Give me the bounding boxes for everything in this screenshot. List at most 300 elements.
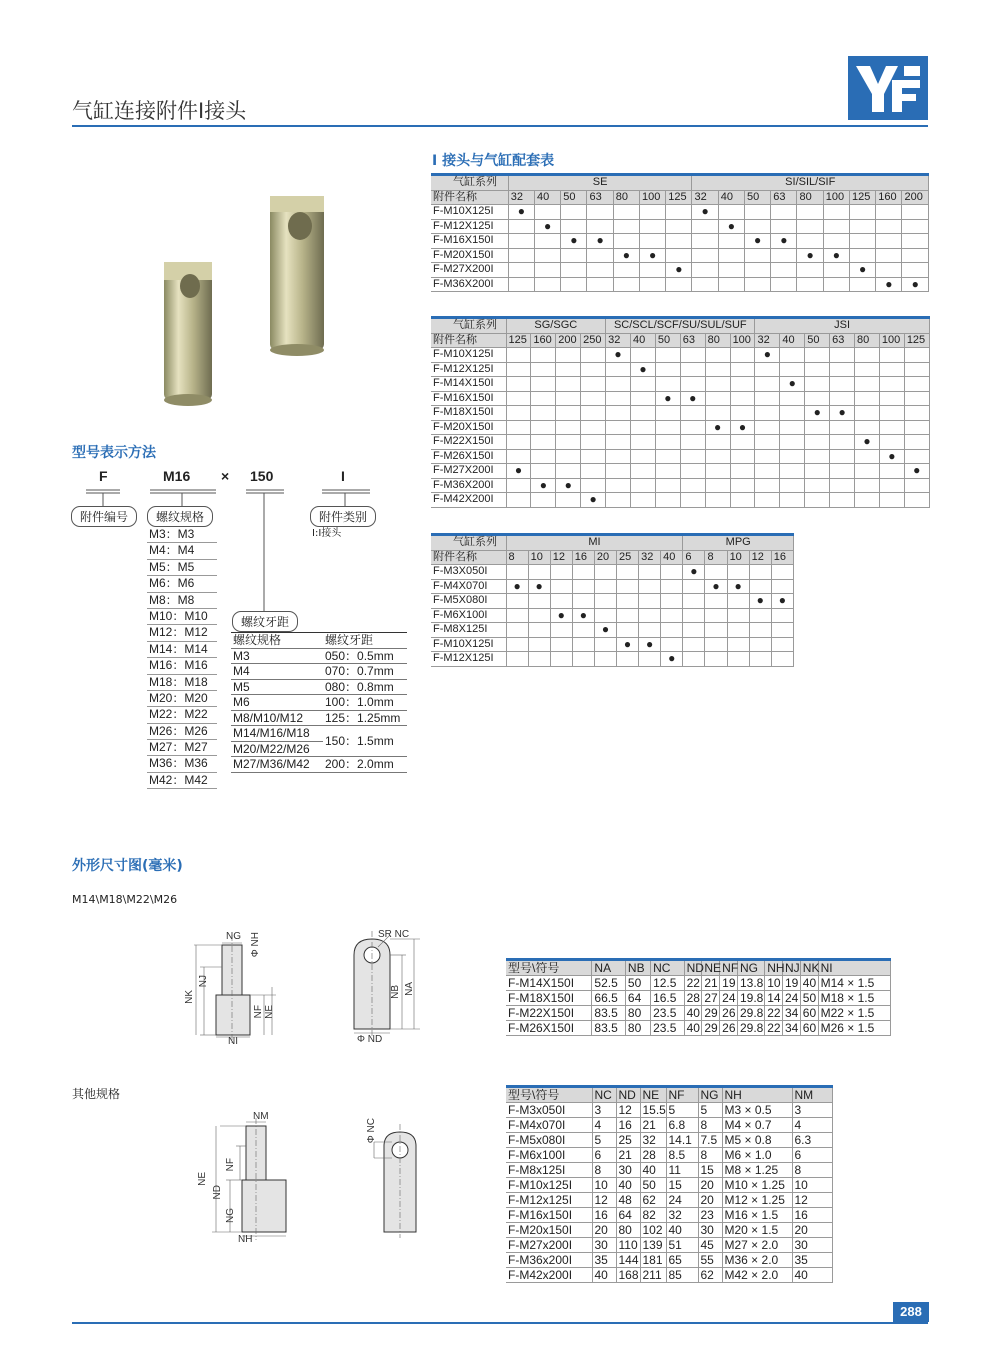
label-pitch: 螺纹牙距 — [232, 611, 298, 632]
match-cell — [876, 205, 902, 220]
pitch-spec-cell: M3 — [231, 648, 323, 664]
match-cell — [683, 608, 705, 623]
dim-cell: 24 — [783, 991, 801, 1006]
match-dot: ● — [570, 233, 578, 248]
accessory-name-cell: F-M22X150I — [431, 435, 506, 450]
pitch-spec-cell: M4 — [231, 664, 323, 680]
dim-cell: 8 — [592, 1163, 616, 1178]
dim-label-nm: NM — [253, 1111, 269, 1122]
match-cell — [755, 348, 780, 363]
dim-cell: 26 — [720, 1021, 738, 1036]
match-cell — [661, 608, 683, 623]
group1-label: M14\M18\M22\M26 — [72, 893, 178, 906]
dim-cell: 168 — [616, 1268, 640, 1283]
match-cell — [561, 248, 587, 263]
match-cell — [771, 219, 797, 234]
dim-cell: 6.8 — [666, 1118, 698, 1133]
dim-cell: F-M18X150I — [506, 991, 592, 1006]
dim-cell: 50 — [800, 991, 818, 1006]
match-cell — [556, 377, 581, 392]
match-dot: ● — [913, 463, 921, 478]
dim-header-cell: NB — [625, 960, 650, 976]
match-cell — [805, 478, 830, 493]
match-cell — [506, 493, 531, 508]
dim-cell: 85 — [666, 1268, 698, 1283]
match-cell — [556, 420, 581, 435]
match-cell — [506, 362, 531, 377]
match-cell — [705, 608, 727, 623]
dim-cell: 15.5 — [640, 1103, 666, 1118]
match-cell — [550, 652, 572, 667]
dim-cell: F-M3x050I — [506, 1103, 592, 1118]
match-cell — [528, 608, 550, 623]
dim-row — [506, 1133, 832, 1148]
dim-cell: F-M8x125I — [506, 1163, 592, 1178]
dim-cell: 28 — [640, 1148, 666, 1163]
match-cell — [879, 435, 904, 450]
match-cell — [823, 234, 849, 249]
match-dot: ● — [788, 376, 796, 391]
match-cell — [581, 362, 606, 377]
match-cell — [631, 478, 656, 493]
match-cell — [780, 435, 805, 450]
dim-cell: F-M22X150I — [506, 1006, 592, 1021]
accessory-name-cell: F-M6X100I — [431, 608, 506, 623]
dim-cell: F-M36x200I — [506, 1253, 592, 1268]
match-cell — [594, 623, 616, 638]
match-cell — [705, 362, 730, 377]
match-dot: ● — [596, 233, 604, 248]
match-cell — [639, 652, 661, 667]
table-row — [431, 219, 929, 234]
match-cell — [797, 205, 823, 220]
match-cell — [508, 263, 534, 278]
match-cell — [606, 435, 631, 450]
dim-header-cell: NH — [765, 960, 783, 976]
brand-logo — [848, 56, 928, 120]
match-cell — [780, 449, 805, 464]
match-cell — [771, 623, 793, 638]
dim-cell: F-M42x200I — [506, 1268, 592, 1283]
match-cell — [655, 493, 680, 508]
thread-spec-item: M18：M18 — [147, 675, 217, 691]
match-cell — [680, 362, 705, 377]
dim-label-nd: Φ ND — [357, 1034, 383, 1045]
pitch-table — [231, 632, 407, 773]
match-cell — [855, 362, 880, 377]
dim-cell: F-M16x150I — [506, 1208, 592, 1223]
dim-label-nf: NF — [253, 1005, 264, 1019]
bore-header-cell: 80 — [705, 333, 730, 348]
dim-cell: 10 — [592, 1178, 616, 1193]
dim-header-cell: NK — [800, 960, 818, 976]
bore-header-cell: 63 — [830, 333, 855, 348]
match-cell — [556, 493, 581, 508]
match-dot: ● — [648, 247, 657, 262]
match-cell — [692, 205, 718, 220]
match-cell — [705, 637, 727, 652]
match-cell — [797, 234, 823, 249]
match-dot: ● — [513, 578, 521, 593]
bore-header-cell: 16 — [771, 550, 793, 565]
dim-cell: 181 — [640, 1253, 666, 1268]
match-dot: ● — [753, 233, 762, 248]
dim-label-srnc: SR NC — [378, 929, 410, 940]
match-cell — [587, 263, 613, 278]
match-cell — [587, 277, 613, 292]
match-cell — [613, 248, 639, 263]
match-cell — [904, 493, 929, 508]
dim-cell: 144 — [616, 1253, 640, 1268]
dim-cell: 23 — [698, 1208, 722, 1223]
match-cell — [581, 348, 606, 363]
match-table-se-si — [431, 173, 929, 292]
accessory-name-cell: F-M36X200I — [431, 478, 506, 493]
dim-header-cell: NF — [720, 960, 738, 976]
match-dot: ● — [780, 233, 788, 248]
match-cell — [680, 435, 705, 450]
accessory-name-cell: F-M8X125I — [431, 623, 506, 638]
match-dot: ● — [738, 419, 747, 434]
bore-header-cell: 50 — [805, 333, 830, 348]
match-cell — [639, 263, 665, 278]
match-cell — [727, 623, 749, 638]
match-cell — [855, 435, 880, 450]
page-number: 288 — [893, 1302, 929, 1322]
bore-header-cell: 32 — [755, 333, 780, 348]
accessory-name-cell: F-M26X150I — [431, 449, 506, 464]
match-cell — [506, 608, 528, 623]
match-cell — [805, 435, 830, 450]
dim-cell: 4 — [792, 1118, 832, 1133]
dim-cell: F-M6x100I — [506, 1148, 592, 1163]
dim-cell: M10 × 1.25 — [722, 1178, 792, 1193]
bore-header-cell: 125 — [904, 333, 929, 348]
match-dot: ● — [601, 622, 610, 637]
dim-cell: 32 — [640, 1133, 666, 1148]
match-cell — [879, 377, 904, 392]
thread-spec-item: M5：M5 — [147, 560, 217, 576]
bore-header-cell: 40 — [534, 190, 560, 205]
series-header-cell: 气缸系列 — [431, 535, 506, 551]
match-dot: ● — [778, 593, 786, 608]
dim-cell: M20 × 1.5 — [722, 1223, 792, 1238]
pitch-spec-cell: M8/M10/M12 — [231, 710, 323, 726]
dim-cell: F-M4x070I — [506, 1118, 592, 1133]
match-cell — [705, 623, 727, 638]
model-heading: 型号表示方法 — [72, 445, 156, 461]
match-cell — [718, 263, 744, 278]
dim-header-row — [506, 1087, 832, 1103]
dim-cell: M22 × 1.5 — [818, 1006, 890, 1021]
table-row — [431, 579, 794, 594]
match-cell — [771, 637, 793, 652]
dim-cell: 55 — [698, 1253, 722, 1268]
match-cell — [727, 608, 749, 623]
match-cell — [572, 652, 594, 667]
match-cell — [581, 391, 606, 406]
match-cell — [631, 449, 656, 464]
match-cell — [572, 637, 594, 652]
dim-cell: 26 — [720, 1006, 738, 1021]
thread-spec-item: M14：M14 — [147, 642, 217, 658]
bore-header-cell: 250 — [581, 333, 606, 348]
match-cell — [879, 478, 904, 493]
match-cell — [683, 623, 705, 638]
series-header-cell: SI/SIL/SIF — [692, 175, 929, 191]
table-row — [431, 406, 929, 421]
table-row — [431, 464, 929, 479]
match-cell — [805, 391, 830, 406]
match-dot: ● — [564, 477, 572, 492]
dim-cell: 10 — [765, 976, 783, 991]
match-cell — [692, 234, 718, 249]
pitch-spec-cell: M27/M36/M42 — [231, 757, 323, 773]
thread-spec-item: M36：M36 — [147, 756, 217, 772]
match-cell — [805, 377, 830, 392]
accessory-name-cell: F-M10X125I — [431, 348, 506, 363]
match-cell — [581, 478, 606, 493]
dim-cell: 40 — [640, 1163, 666, 1178]
dim-cell: 32 — [666, 1208, 698, 1223]
dim-header-cell: ND — [616, 1087, 640, 1103]
label-accessory-no: 附件编号 — [71, 506, 137, 527]
match-dot: ● — [589, 492, 597, 507]
match-dot: ● — [911, 276, 919, 291]
dimension-table-large — [506, 958, 891, 1036]
bore-header-cell: 32 — [692, 190, 718, 205]
dim-cell: 27 — [702, 991, 720, 1006]
dim-label-ni: NI — [228, 1036, 238, 1047]
match-cell — [705, 652, 727, 667]
match-cell — [823, 205, 849, 220]
dim-header-cell: NA — [592, 960, 626, 976]
dim-cell: 6 — [792, 1148, 832, 1163]
dims-heading: 外形尺寸图(毫米) — [72, 858, 183, 874]
footer-rule — [72, 1322, 928, 1324]
dim-cell: 28 — [684, 991, 702, 1006]
match-cell — [797, 248, 823, 263]
match-cell — [631, 377, 656, 392]
dim-cell: 5 — [666, 1103, 698, 1118]
match-cell — [705, 391, 730, 406]
dim-cell: M36 × 2.0 — [722, 1253, 792, 1268]
match-dot: ● — [623, 636, 632, 651]
match-cell — [705, 478, 730, 493]
accessory-name-cell: F-M12X125I — [431, 652, 506, 667]
thread-spec-item: M3：M3 — [147, 527, 217, 543]
match-cell — [639, 205, 665, 220]
dim-row — [506, 1118, 832, 1133]
table-row — [431, 420, 929, 435]
series-header-cell: MI — [506, 535, 683, 551]
match-dot: ● — [838, 405, 846, 420]
dim-cell: 45 — [698, 1238, 722, 1253]
match-dot: ● — [734, 578, 742, 593]
accessory-name-cell: F-M14X150I — [431, 377, 506, 392]
dim-row — [506, 1208, 832, 1223]
match-cell — [771, 565, 793, 580]
bore-header-cell: 32 — [639, 550, 661, 565]
header-row-series — [431, 175, 929, 191]
match-cell — [680, 348, 705, 363]
match-cell — [506, 565, 528, 580]
header-row-bore — [431, 333, 929, 348]
match-cell — [823, 248, 849, 263]
match-cell — [876, 277, 902, 292]
dim-cell: 12 — [616, 1103, 640, 1118]
match-cell — [830, 464, 855, 479]
match-cell — [639, 623, 661, 638]
series-header-cell: SC/SCL/SCF/SU/SUL/SUF — [606, 318, 755, 334]
bore-header-cell: 200 — [902, 190, 929, 205]
match-dot: ● — [535, 578, 543, 593]
match-cell — [780, 406, 805, 421]
pitch-header-row — [231, 633, 407, 649]
dim-label-ne: NE — [264, 1005, 275, 1019]
dimension-table-small — [506, 1085, 833, 1283]
match-cell — [655, 377, 680, 392]
match-cell — [556, 478, 581, 493]
match-cell — [755, 420, 780, 435]
dim-cell: 4 — [592, 1118, 616, 1133]
dim-header-cell: NI — [818, 960, 890, 976]
dim-cell: M42 × 2.0 — [722, 1268, 792, 1283]
bore-header-cell: 8 — [506, 550, 528, 565]
match-cell — [727, 594, 749, 609]
match-cell — [587, 219, 613, 234]
match-cell — [805, 493, 830, 508]
bore-header-cell: 125 — [666, 190, 692, 205]
match-cell — [581, 420, 606, 435]
match-cell — [727, 579, 749, 594]
dim-cell: 62 — [698, 1268, 722, 1283]
pitch-row — [231, 710, 407, 726]
accessory-name-cell: F-M18X150I — [431, 406, 506, 421]
match-cell — [572, 579, 594, 594]
bore-header-cell: 160 — [876, 190, 902, 205]
match-cell — [755, 435, 780, 450]
pitch-header-cell: 螺纹牙距 — [323, 633, 407, 649]
match-table-heading: I 接头与气缸配套表 — [432, 153, 555, 169]
match-cell — [506, 435, 531, 450]
match-cell — [780, 420, 805, 435]
match-cell — [830, 420, 855, 435]
dim-cell: 11 — [666, 1163, 698, 1178]
bore-header-cell: 40 — [661, 550, 683, 565]
dim-cell: 22 — [765, 1021, 783, 1036]
match-cell — [730, 493, 755, 508]
dim-cell: 51 — [666, 1238, 698, 1253]
pitch-row — [231, 726, 407, 742]
bore-header-cell: 63 — [680, 333, 705, 348]
dim-cell: 12.5 — [651, 976, 685, 991]
match-cell — [749, 594, 771, 609]
match-cell — [606, 348, 631, 363]
pitch-row — [231, 664, 407, 680]
pitch-value-cell: 200：2.0mm — [323, 757, 407, 773]
dim-cell: F-M5x080I — [506, 1133, 592, 1148]
match-cell — [904, 391, 929, 406]
match-dot: ● — [701, 204, 709, 219]
dim-cell: 12 — [592, 1193, 616, 1208]
dim-cell: F-M27x200I — [506, 1238, 592, 1253]
match-cell — [616, 623, 638, 638]
dim-cell: M6 × 1.0 — [722, 1148, 792, 1163]
thread-spec-item: M42：M42 — [147, 773, 217, 789]
match-cell — [639, 219, 665, 234]
match-cell — [639, 637, 661, 652]
match-cell — [902, 263, 929, 278]
table-row — [431, 608, 794, 623]
match-cell — [534, 248, 560, 263]
dim-cell: 40 — [792, 1268, 832, 1283]
match-cell — [613, 277, 639, 292]
dim-label-nd-small: ND — [212, 1185, 223, 1200]
match-dot: ● — [863, 434, 871, 449]
match-cell — [705, 435, 730, 450]
dim-cell: 29.8 — [737, 1021, 764, 1036]
dim-cell: 52.5 — [592, 976, 626, 991]
match-cell — [606, 391, 631, 406]
match-cell — [506, 377, 531, 392]
dim-cell: 3 — [792, 1103, 832, 1118]
header-row-bore — [431, 190, 929, 205]
match-cell — [561, 263, 587, 278]
dim-cell: 24 — [666, 1193, 698, 1208]
match-table-sg-sc-jsi — [431, 316, 930, 508]
table-row — [431, 493, 929, 508]
dim-cell: 64 — [625, 991, 650, 1006]
match-cell — [730, 348, 755, 363]
thread-spec-item: M10：M10 — [147, 609, 217, 625]
match-cell — [661, 594, 683, 609]
dim-row — [506, 976, 891, 991]
match-cell — [606, 464, 631, 479]
match-cell — [705, 594, 727, 609]
bore-header-cell: 80 — [797, 190, 823, 205]
match-cell — [705, 420, 730, 435]
match-dot: ● — [763, 347, 772, 362]
dim-cell: M27 × 2.0 — [722, 1238, 792, 1253]
bore-header-cell: 100 — [730, 333, 755, 348]
match-cell — [855, 478, 880, 493]
dim-row — [506, 1006, 891, 1021]
match-cell — [683, 594, 705, 609]
dim-cell: 80 — [625, 1006, 650, 1021]
match-cell — [666, 277, 692, 292]
match-cell — [561, 205, 587, 220]
match-cell — [849, 263, 875, 278]
match-dot: ● — [514, 463, 523, 478]
match-cell — [879, 362, 904, 377]
match-dot: ● — [539, 477, 547, 492]
table-row — [431, 362, 929, 377]
match-cell — [771, 579, 793, 594]
dim-cell: 16 — [616, 1118, 640, 1133]
match-cell — [631, 464, 656, 479]
match-cell — [771, 263, 797, 278]
match-cell — [780, 348, 805, 363]
pitch-spec-cell: M5 — [231, 679, 323, 695]
accessory-name-cell: F-M20X150I — [431, 248, 508, 263]
dim-cell: 83.5 — [592, 1006, 626, 1021]
dim-cell: 22 — [765, 1006, 783, 1021]
match-cell — [692, 263, 718, 278]
accessory-name-cell: F-M20X150I — [431, 420, 506, 435]
match-cell — [581, 377, 606, 392]
match-cell — [506, 579, 528, 594]
